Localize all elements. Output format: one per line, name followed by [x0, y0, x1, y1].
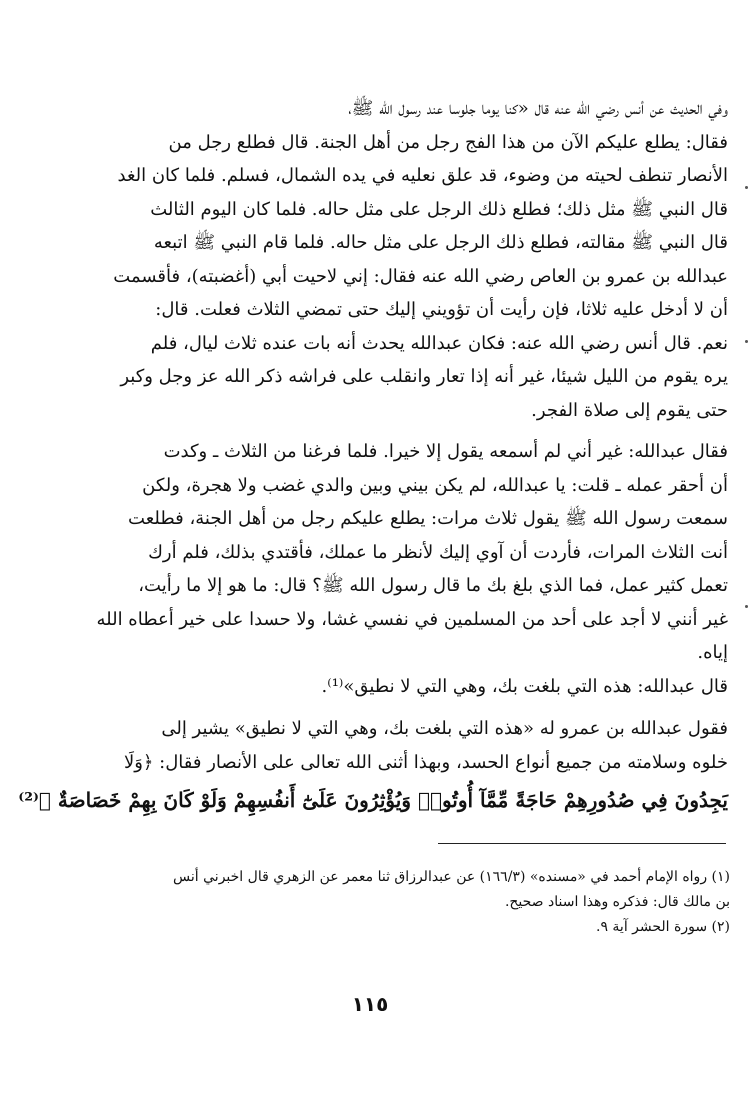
paragraph-hadith [96, 98, 728, 433]
text-line: أن لا أدخل عليه ثلاثا، فإن رأيت أن تؤويني إليك حتى تمضي الثلاث فعلت. قال: [155, 299, 728, 320]
text-line: إياه. [697, 642, 728, 663]
page-number: ١١٥ [351, 992, 389, 1016]
footnote-line: (٢) سورة الحشر آية ٩. [595, 919, 730, 935]
text-line: أنت الثلاث المرات، فأردت أن آوي إليك لأنظر ما عملك، فأقتدي بذلك، فلم أرك [148, 541, 728, 563]
paragraph-abdullah [96, 441, 728, 709]
text-line: أن أحقر عمله ـ قلت: يا عبدالله، لم يكن بيني وبين والدي غضب ولا هجرة، ولكن [142, 474, 728, 496]
text-line: فقول عبدالله بن عمرو له «هذه التي بلغت بك، وهي التي لا نطيق» يشير إلى [161, 718, 728, 739]
text-line: تعمل كثير عمل، فما الذي بلغ بك ما قال رسول الله ﷺ؟ قال: ما هو إلا ما رأيت، [138, 575, 728, 596]
footnote-line: بن مالك قال: فذكره وهذا اسناد صحيح. [504, 894, 730, 910]
text-line: عبدالله بن عمرو بن العاص رضي الله عنه فقال: إني لاحيت أبي (أغضبته)، فأقسمت [113, 265, 728, 287]
text-line: قال النبي ﷺ مثل ذلك؛ فطلع ذلك الرجل على مثل حاله. فلما كان اليوم الثالث [150, 198, 728, 220]
text-line: فقال: يطلع عليكم الآن من هذا الفج رجل من أهل الجنة. قال فطلع رجل من [168, 131, 728, 153]
text-line: قال عبدالله: هذه التي بلغت بك، وهي التي لا نطيق»⁽¹⁾. [321, 675, 728, 697]
text-line: قال النبي ﷺ مقالته، فطلع ذلك الرجل على مثل حاله. فلما قام النبي ﷺ اتبعه [153, 232, 728, 253]
scan-speck [745, 186, 748, 189]
text-line: فقال عبدالله: غير أني لم أسمعه يقول إلا خيرا. فلما فرغنا من الثلاث ـ وكدت [163, 441, 728, 462]
text-line: نعم. قال أنس رضي الله عنه: فكان عبدالله يحدث أنه بات عنده ثلاث ليال، فلم [150, 332, 728, 354]
text-line: الأنصار تنطف لحيته من وضوء، قد علق نعليه في يده الشمال، فسلم. فلما كان الغد [117, 165, 728, 186]
text-line: سمعت رسول الله ﷺ يقول ثلاث مرات: يطلع عليكم رجل من أهل الجنة، فطلعت [128, 508, 728, 529]
paragraph-commentary [18, 718, 728, 815]
quran-verse: يَجِدُونَ فِي صُدُورِهِمْ حَاجَةً مِّمَّآ أُوتُوا۟ وَيُؤْثِرُونَ عَلَىٰٓ أَنفُسِهِمْ وَلَوْ كَانَ بِهِمْ خَصَاصَةٌ ﴾⁽²⁾ [18, 788, 728, 812]
text-line: وفي الحديث عن أنس رضي الله عنه قال «كنا يوما جلوسا عند رسول الله ﷺ، [348, 98, 728, 119]
text-line: يره يقوم من الليل شيئا، غير أنه إذا تعار وانقلب على فراشه ذكر الله عز وجل وكبر [120, 366, 728, 387]
text-line: غير أنني لا أجد على أحد من المسلمين في نفسي غشا، ولا حسدا على خير أعطاه الله [96, 608, 728, 630]
footnote-line: (١) رواه الإمام أحمد في «مسنده» (١٦٦/٣) عن عبدالرزاق ثنا معمر عن الزهري قال اخبرني أنس [173, 869, 730, 885]
footnotes [130, 868, 730, 943]
text-line: حتى يقوم إلى صلاة الفجر. [531, 399, 728, 421]
footnote-divider [438, 843, 726, 844]
scan-speck [745, 605, 748, 608]
scan-speck [745, 340, 748, 343]
text-line: خلوه وسلامته من جميع أنواع الحسد، وبهذا أثنى الله تعالى على الأنصار فقال: ﴿وَلَا [123, 751, 728, 773]
